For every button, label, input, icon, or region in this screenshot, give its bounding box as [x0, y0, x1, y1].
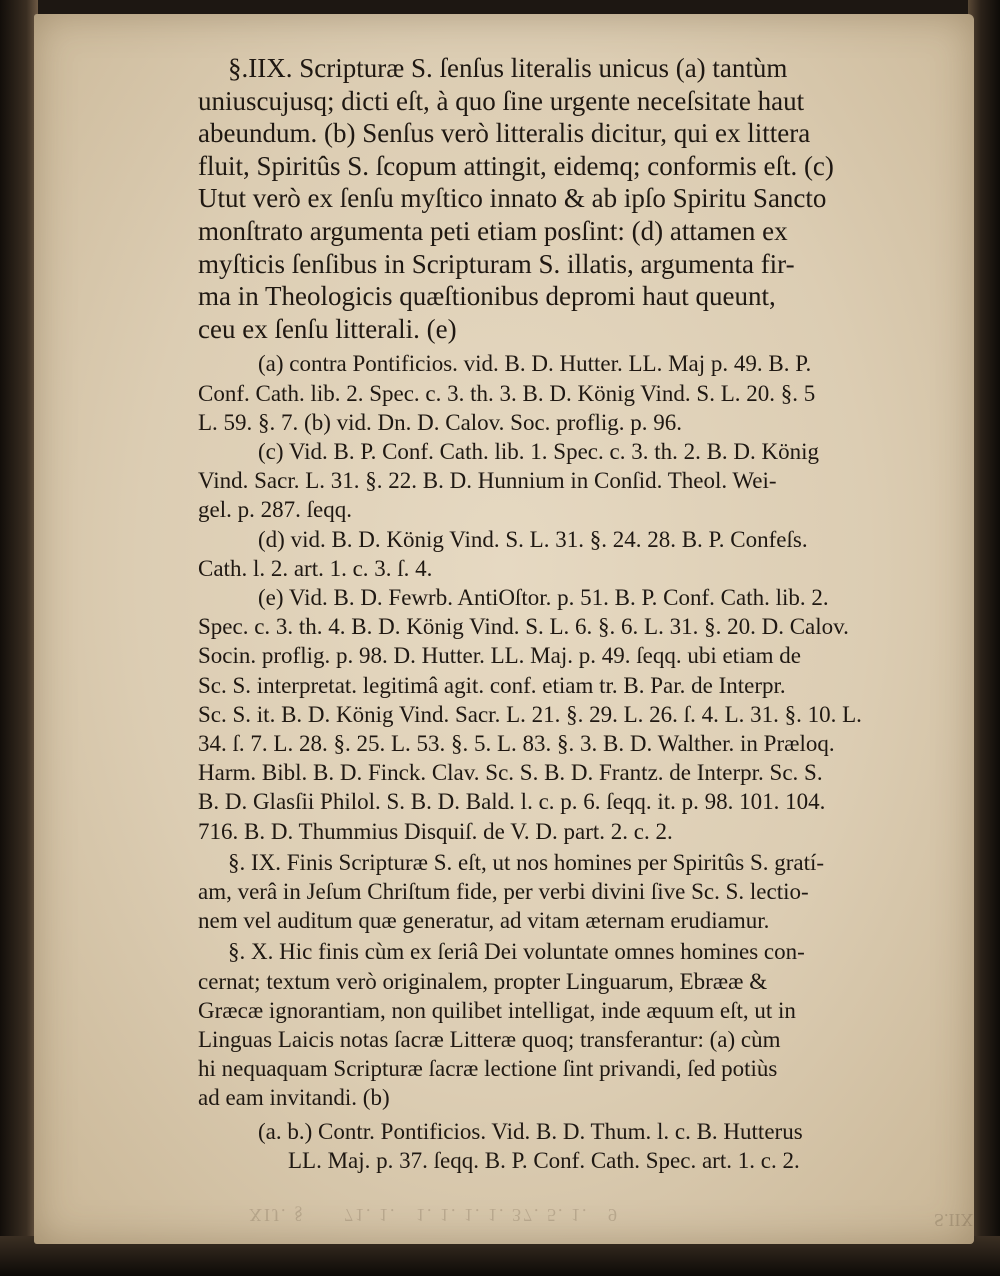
footnotes-10 [198, 1117, 938, 1175]
footnote-line: B. D. Glasſii Philol. S. B. D. Bald. l. c. p. 6. ſeqq. it. p. 98. 101. 104. [198, 789, 826, 815]
text-line: nem vel auditum quæ generatur, ad vitam æternam erudiamur. [198, 908, 770, 934]
footnote-line: LL. Maj. p. 37. ſeqq. B. P. Conf. Cath. Spec. art. 1. c. 2. [288, 1147, 800, 1173]
footnote-line: (d) vid. B. D. König Vind. S. L. 31. §. 24. 28. B. P. Confeſs. [258, 526, 808, 552]
text-line: uniuscujusq; dicti eſt, à quo ſine urgente neceſsitate haut [198, 85, 805, 116]
text-line: ma in Theologicis quæſtionibus depromi haut queunt, [198, 281, 776, 312]
text-line: Linguas Laicis notas ſacræ Litteræ quoq; transferantur: (a) cùm [198, 1027, 781, 1053]
footnote-line: Socin. proflig. p. 98. D. Hutter. LL. Maj. p. 49. ſeqq. ubi etiam de [198, 643, 802, 669]
footnote-line: Sc. S. it. B. D. König Vind. Sacr. L. 21. §. 29. L. 26. ſ. 4. L. 31. §. 10. L. [198, 701, 862, 727]
text-line: ceu ex ſenſu litterali. (e) [198, 313, 457, 344]
footnote-line: (a. b.) Contr. Pontificios. Vid. B. D. Thum. l. c. B. Hutterus [258, 1118, 803, 1144]
footnote-line: Cath. l. 2. art. 1. c. 3. ſ. 4. [198, 555, 433, 581]
text-line: monſtrato argumenta peti etiam posſint: (d) attamen ex [198, 215, 788, 246]
footnote-line: Sc. S. interpretat. legitimâ agit. conf. etiam tr. B. Par. de Interpr. [198, 672, 786, 698]
footnote-line: 716. B. D. Thummius Disquiſ. de V. D. part. 2. c. 2. [198, 818, 673, 844]
footnote-line: (e) Vid. B. D. Fewrb. AntiOſtor. p. 51. B. P. Conf. Cath. lib. 2. [258, 584, 829, 610]
text-line: §. X. Hic finis cùm ex ſeriâ Dei voluntate omnes homines con- [228, 939, 805, 965]
text-line: Utut verò ex ſenſu myſtico innato & ab ipſo Spiritu Sancto [198, 183, 827, 214]
footnotes-8 [198, 349, 938, 845]
footnote-line: 34. ſ. 7. L. 28. §. 25. L. 53. §. 5. L. 83. §. 3. B. D. Walther. in Præloq. [198, 730, 835, 756]
text-line: Græcæ ignorantiam, non quilibet intelligat, inde æquum eſt, ut in [198, 997, 796, 1023]
footnote-line: gel. p. 287. ſeqq. [198, 497, 352, 523]
text-line: hi nequaquam Scripturæ ſacræ lectione ſint privandi, ſed potiùs [198, 1056, 778, 1082]
text-line: §. IX. Finis Scripturæ S. eſt, ut nos homines per Spiritûs S. gratí- [228, 849, 825, 875]
footnote-line: (a) contra Pontificios. vid. B. D. Hutter. LL. Maj p. 49. B. P. [258, 351, 812, 377]
paragraph-8 [198, 52, 938, 345]
text-line: ad eam invitandi. (b) [198, 1085, 390, 1111]
footnote-line: Conf. Cath. lib. 2. Spec. c. 3. th. 3. B. D. König Vind. S. L. 20. §. 5 [198, 380, 816, 406]
footnote-line: Vind. Sacr. L. 31. §. 22. B. D. Hunnium in Conſid. Theol. Wei- [198, 468, 777, 494]
footnote-line: L. 59. §. 7. (b) vid. Dn. D. Calov. Soc. proflig. p. 96. [198, 409, 683, 435]
footnote-line: (c) Vid. B. P. Conf. Cath. lib. 1. Spec. c. 3. th. 2. B. D. König [258, 438, 820, 464]
show-through-mark: S.IIX [934, 1210, 974, 1230]
text-line: am, verâ in Jeſum Chriſtum fide, per verbi divini ſive Sc. S. lectio- [198, 879, 809, 904]
binding-edge-left [0, 0, 38, 1276]
footnote-line: Harm. Bibl. B. D. Finck. Clav. Sc. S. B. D. Frantz. de Interpr. Sc. S. [198, 760, 823, 786]
text-line: fluit, Spiritûs S. ſcopum attingit, eidemq; conformis eſt. (c) [198, 150, 834, 181]
footnote-line: Spec. c. 3. th. 4. B. D. König Vind. S. L. 6. §. 6. L. 31. §. 20. D. Calov. [198, 614, 849, 640]
text-line: abeundum. (b) Senſus verò litteralis dicitur, qui ex littera [198, 118, 811, 149]
text-line: §.IIX. Scripturæ S. ſenſus literalis unicus (a) tantùm [228, 53, 788, 83]
paragraph-10 [198, 937, 938, 1112]
show-through-text: XIJ. § 71. 1. 1. 1. 1. 1. 37. 5. 1. 9 [249, 1205, 619, 1225]
text-line: cernat; textum verò originalem, propter Linguarum, Ebrææ & [198, 968, 768, 994]
page-text [198, 52, 938, 1175]
text-line: myſticis ſenſibus in Scripturam S. illatis, argumenta fir- [198, 248, 795, 279]
paragraph-9 [198, 848, 938, 936]
